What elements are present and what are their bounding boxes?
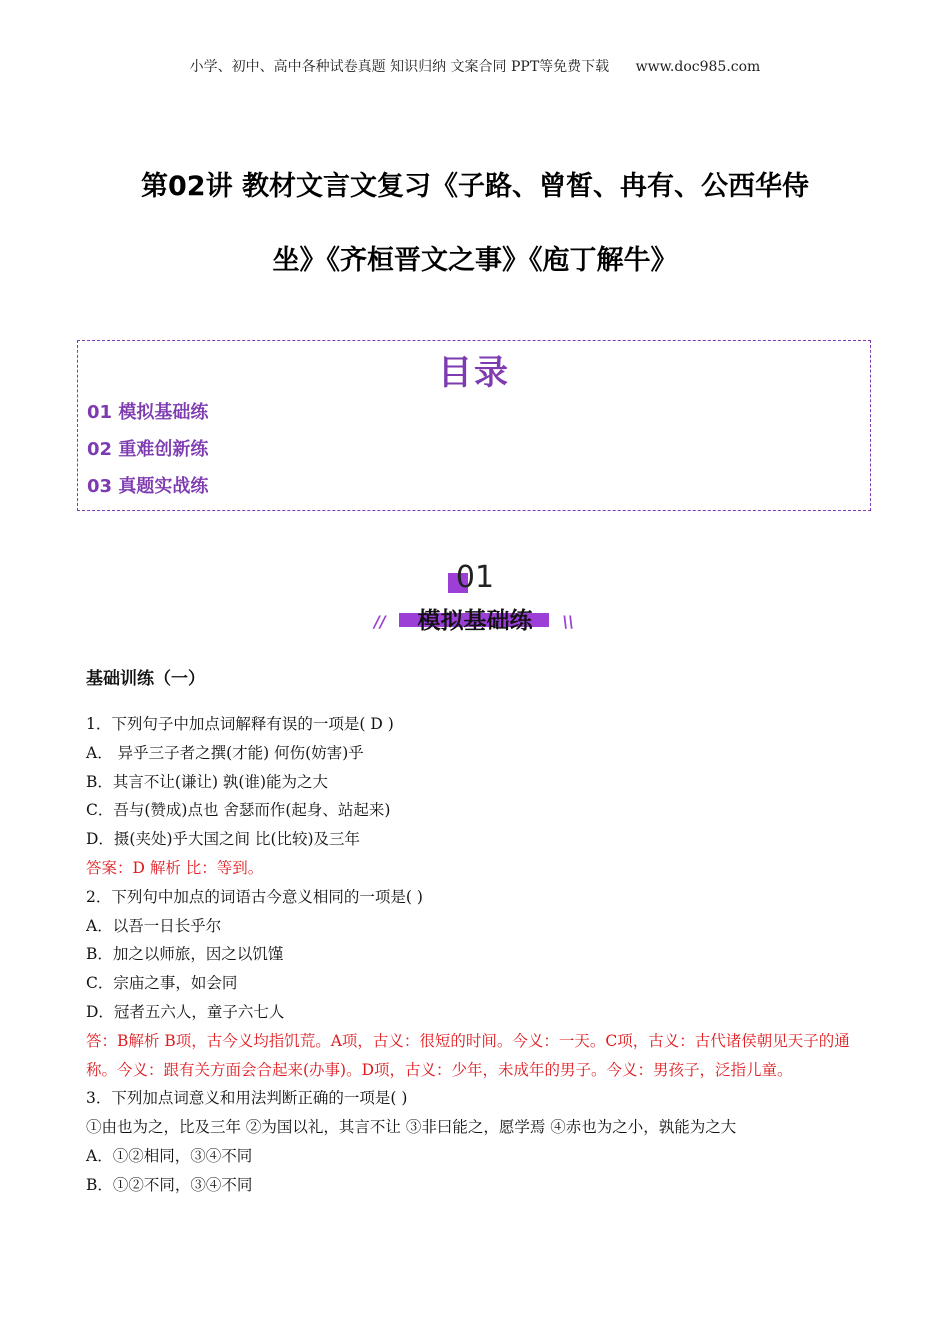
q2-option-a: A．以吾一日长乎尔 bbox=[86, 916, 222, 935]
q3-option-b: B．①②不同，③④不同 bbox=[86, 1175, 253, 1194]
document-title-line-1: 第02讲 教材文言文复习《子路、曾皙、冉有、公西华侍 bbox=[141, 171, 809, 202]
left-slash-decoration: // bbox=[374, 612, 386, 631]
q1-option-d: D．摄(夹处)乎大国之间 比(比较)及三年 bbox=[86, 830, 361, 849]
header-text: 小学、初中、高中各种试卷真题 知识归纳 文案合同 PPT等免费下载 bbox=[189, 59, 610, 75]
q2-stem: 2．下列句中加点的词语古今意义相同的一项是( ) bbox=[86, 887, 423, 906]
q3-items: ①由也为之，比及三年 ②为国以礼，其言不让 ③非曰能之，愿学焉 ④赤也为之小，孰能为之大 bbox=[86, 1118, 737, 1137]
q3-option-a: A．①②相同，③④不同 bbox=[86, 1146, 253, 1165]
q2-option-d: D．冠者五六人，童子六七人 bbox=[86, 1002, 285, 1021]
q1-option-a: A． 异乎三子者之撰(才能) 何伤(妨害)乎 bbox=[86, 743, 364, 762]
toc-item-2[interactable]: 02 重难创新练 bbox=[87, 439, 209, 460]
table-of-contents bbox=[77, 340, 871, 511]
q1-option-b: B．其言不让(谦让) 孰(谁)能为之大 bbox=[86, 772, 329, 791]
q2-option-c: C．宗庙之事，如会同 bbox=[86, 974, 238, 993]
q1-stem: 1．下列句子中加点词解释有误的一项是( D ) bbox=[86, 715, 394, 733]
toc-heading: 目录 bbox=[438, 353, 510, 393]
document-title-line-2: 坐》《齐桓晋文之事》《庖丁解牛》 bbox=[272, 245, 678, 276]
q2-option-b: B．加之以师旅，因之以饥馑 bbox=[86, 945, 284, 964]
q1-option-c: C．吾与(赞成)点也 舍瑟而作(起身、站起来) bbox=[86, 801, 391, 820]
header-url[interactable]: www.doc985.com bbox=[635, 59, 761, 75]
question-body bbox=[86, 710, 866, 1200]
q1-answer: 答案：D 解析 比：等到。 bbox=[86, 858, 264, 877]
toc-item-1[interactable]: 01 模拟基础练 bbox=[87, 402, 209, 423]
section-number: 01 bbox=[455, 560, 495, 595]
page-header bbox=[0, 56, 950, 76]
section-badge bbox=[372, 560, 578, 640]
q2-answer: 答：B解析 B项，古今义均指饥荒。A项，古义：很短的时间。今义：一天。C项，古义：古代诸侯朝见天子的通称。今义：跟有关方面会合起来(办事)。D项，古义：少年，未成年的男子。今义：男孩子，泛指儿童。 bbox=[86, 1031, 850, 1079]
section-label: 模拟基础练 bbox=[417, 608, 533, 634]
subsection-heading: 基础训练（一） bbox=[86, 669, 205, 689]
toc-item-3[interactable]: 03 真题实战练 bbox=[87, 476, 209, 497]
right-slash-decoration: \\ bbox=[562, 612, 574, 631]
q3-stem: 3．下列加点词意义和用法判断正确的一项是( ) bbox=[86, 1089, 408, 1108]
